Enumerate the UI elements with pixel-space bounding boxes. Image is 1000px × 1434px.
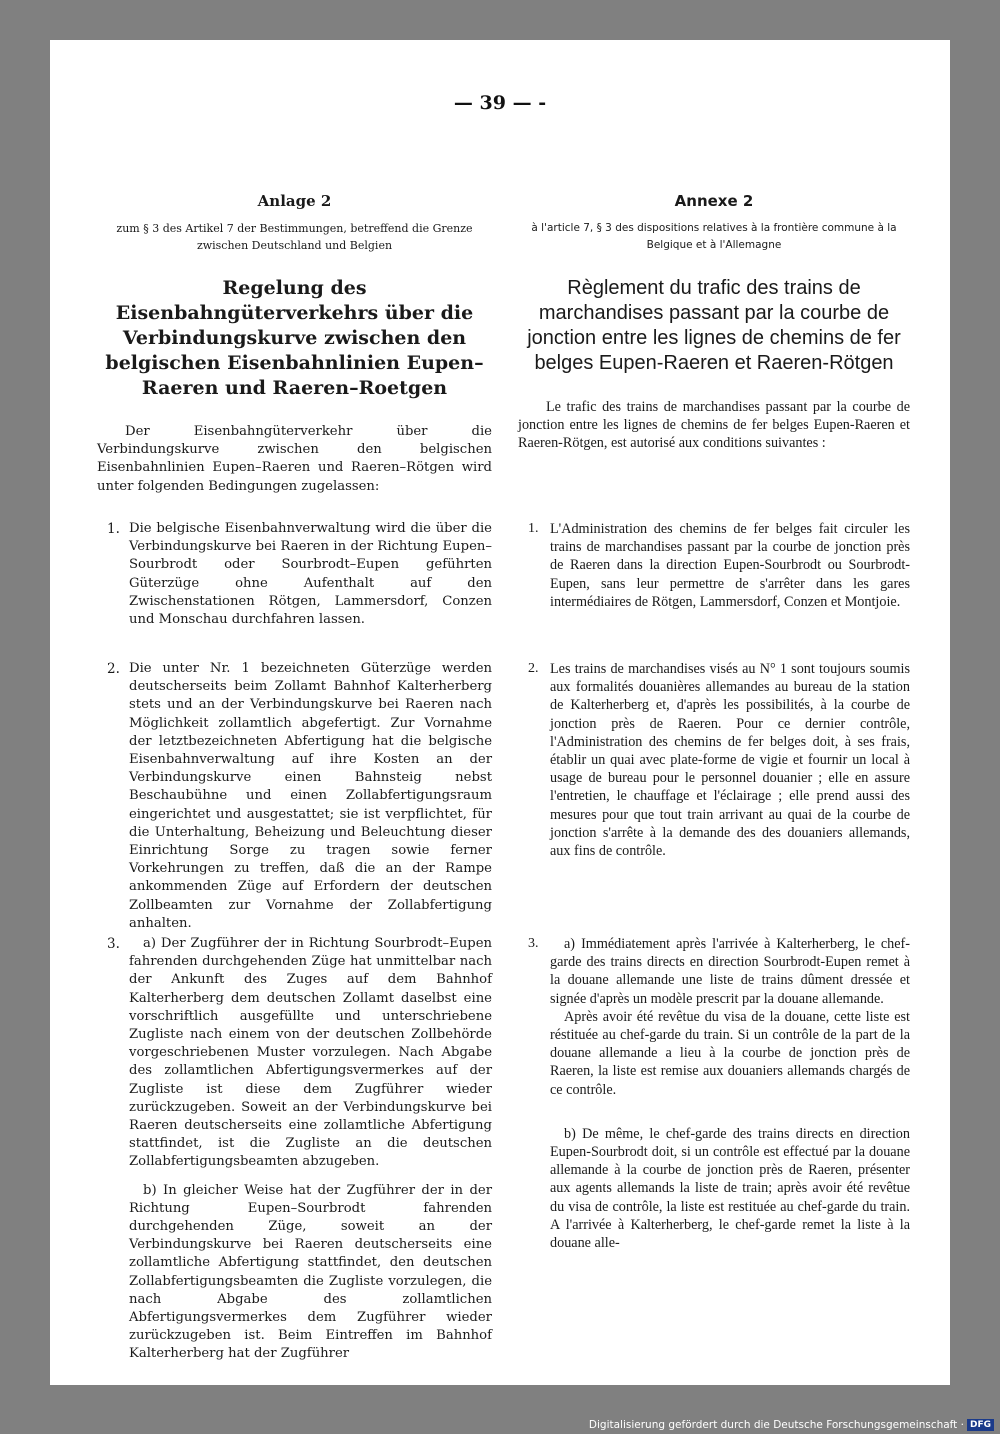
clause-3	[97, 935, 492, 1364]
clause-text: Die unter Nr. 1 bezeichneten Güterzüge werden deutscherseits beim Zollamt Bahnhof Kalterherberg stets und an der Verbindungskurve bei Raeren nach Möglichkeit zollamtlich abgefertigt. Zur Vornahme der letztbezeichneten Abfertigung hat die belgische Eisenbahnverwaltung auf ihre Kosten an der Verbindungskurve einen Bahnsteig nebst Beschaubühne und einen Zollabfertigungsraum eingerichtet und ausgestattet; sie ist verpflichtet, für die Unterhaltung, Beheizung und Beleuchtung dieser Einrichtung Sorge zu tragen sowie ferner Vorkehrungen zu treffen, daß die an der Rampe ankommenden Züge auf Erfordern der deutschen Zollbeamten zur Vornahme der Zollabfertigung anhalten.	[129, 661, 492, 931]
clause-number: 3.	[107, 936, 120, 952]
clause-1	[518, 520, 910, 611]
regulation-title: Règlement du trafic des trains de marchandises passant par la courbe de jonction entre les lignes de chemins de fer belges Eupen-Raeren et Raeren-Rötgen	[527, 277, 901, 374]
clause-text: Les trains de marchandises visés au N° 1 sont toujours soumis aux formalités douanières allemandes au bureau de la station de Kalterherberg et, d'après les possibilités, à la courbe de jonction près de Raeren. Pour ce dernier contrôle, l'Administration des chemins de fer belges doit, à ses frais, établir un quai avec plate-forme de vigie et fournir un local à usage de bureau pour le personnel douanier ; elle en assure l'entretien, le chauffage et l'éclairage ; elle prend aussi des mesures pour que tout train arrivant au quai de la courbe de jonction s'arrête à la demande des des douaniers allemands, aux fins de contrôle.	[550, 661, 910, 860]
document-page	[50, 40, 950, 1385]
clause-3	[518, 935, 910, 1252]
clause-text: Die belgische Eisenbahnverwaltung wird die über die Verbindungskurve bei Raeren in der Richtung Eupen–Sourbrodt oder Sourbrodt–Eupen geführten Güterzüge ohne Aufenthalt auf den Zwischenstationen Rötgen, Lammersdorf, Conzen und Monschau durchfahren lassen.	[129, 521, 492, 628]
annex-heading: Annexe 2	[674, 192, 754, 210]
clause-number: 2.	[528, 661, 539, 676]
dfg-logo: DFG	[967, 1419, 994, 1431]
clause-text-b: b) De même, le chef-garde des trains directs en direction Eupen-Sourbrodt doit, si un contrôle est effectué par la douane allemande à la courbe de jonction près de Raeren, présenter aux agents allemands la liste de train; après avoir été revêtue du visa de contrôle, la liste est restituée au chef-garde du train. A l'arrivée à Kalterherberg, le chef-garde remet la liste à la douane alle-	[550, 1125, 910, 1252]
clause-1	[97, 520, 492, 629]
clause-number: 2.	[107, 661, 120, 677]
page-number: — 39 — -	[453, 92, 547, 114]
clause-number: 3.	[528, 936, 539, 951]
digitization-credit	[589, 1419, 994, 1431]
clause-number: 1.	[528, 521, 539, 536]
clause-text-a: a) Der Zugführer der in Richtung Sourbrodt–Eupen fahrenden durchgehenden Züge hat unmittelbar nach der Ankunft des Zuges auf dem Bahnhof Kalterherberg dem deutschen Zollamt daselbst eine vorschriftlich ausgefüllte und unterschriebene Zugliste nach einem von der deutschen Zollbehörde vorgeschriebenen Muster vorzulegen. Nach Abgabe des zollamtlichen Abfertigungsvermerkes auf der Zugliste ist diese dem Zugführer wieder zurückzugeben. Soweit an der Verbindungskurve bei Raeren deutscherseits eine zollamtliche Abfertigung stattfindet, ist die Zugliste an die deutschen Zollabfertigungsbeamten abzugeben.	[129, 936, 492, 1170]
regulation-title: Regelung des Eisenbahngüterverkehrs über die Verbindungskurve zwischen den belgischen Eisenbahnlinien Eupen–Raeren und Raeren–Roetgen	[105, 277, 484, 399]
credit-text: Digitalisierung gefördert durch die Deutsche Forschungsgemeinschaft ·	[588, 1419, 964, 1431]
annex-subtitle: zum § 3 des Artikel 7 der Bestimmungen, betreffend die Grenze zwischen Deutschland und Belgien	[116, 222, 473, 252]
clause-text-b: b) In gleicher Weise hat der Zugführer der in der Richtung Eupen–Sourbrodt fahrenden durchgehenden Züge, soweit an der Verbindungskurve bei Raeren deutscherseits eine zollamtliche Abfertigung stattfindet, den deutschen Zollabfertigungsbeamten die Zugliste vorzulegen, die nach Abgabe des zollamtlichen Abfertigungsvermerkes dem Zugführer wieder zurückzugeben ist. Beim Eintreffen im Bahnhof Kalterherberg hat der Zugführer	[129, 1182, 492, 1362]
annex-subtitle: à l'article 7, § 3 des dispositions relatives à la frontière commune à la Belgique et à l'Allemagne	[531, 222, 897, 251]
clause-2	[518, 660, 910, 860]
clause-text-a: a) Immédiatement après l'arrivée à Kalterherberg, le chef-garde des trains directs en direction Sourbrodt-Eupen remet à la douane allemande une liste de trains dûment dressée et signée d'après un modèle prescrit par la douane allemande.	[550, 936, 910, 1007]
intro-paragraph: Der Eisenbahngüterverkehr über die Verbindungskurve zwischen den belgischen Eisenbahnlinien Eupen–Raeren und Raeren–Rötgen wird unter folgenden Bedingungen zugelassen:	[97, 424, 492, 494]
intro-paragraph: Le trafic des trains de marchandises passant par la courbe de jonction entre les lignes de chemins de fer belges Eupen-Raeren et Raeren-Rötgen, est autorisé aux conditions suivantes :	[518, 399, 910, 452]
clause-2	[97, 660, 492, 933]
german-column	[97, 190, 492, 1362]
clause-text-a2: Après avoir été revêtue du visa de la douane, cette liste est réstituée au chef-garde du train. Si un contrôle de la part de la douane allemande a lieu à la courbe de jonction près de Raeren, la liste est remise aux douaniers allemands chargés de ce contrôle.	[550, 1008, 910, 1098]
annex-heading: Anlage 2	[257, 192, 332, 210]
clause-number: 1.	[107, 521, 120, 537]
clause-text: L'Administration des chemins de fer belges fait circuler les trains de marchandises passant par la courbe de jonction près de Raeren dans la direction Eupen-Sourbrodt ou Sourbrodt-Eupen, sans leur permettre de s'arrêter dans les gares intermédiaires de Rötgen, Lammersdorf, Conzen et Montjoie.	[550, 521, 910, 610]
french-column	[518, 190, 910, 1252]
